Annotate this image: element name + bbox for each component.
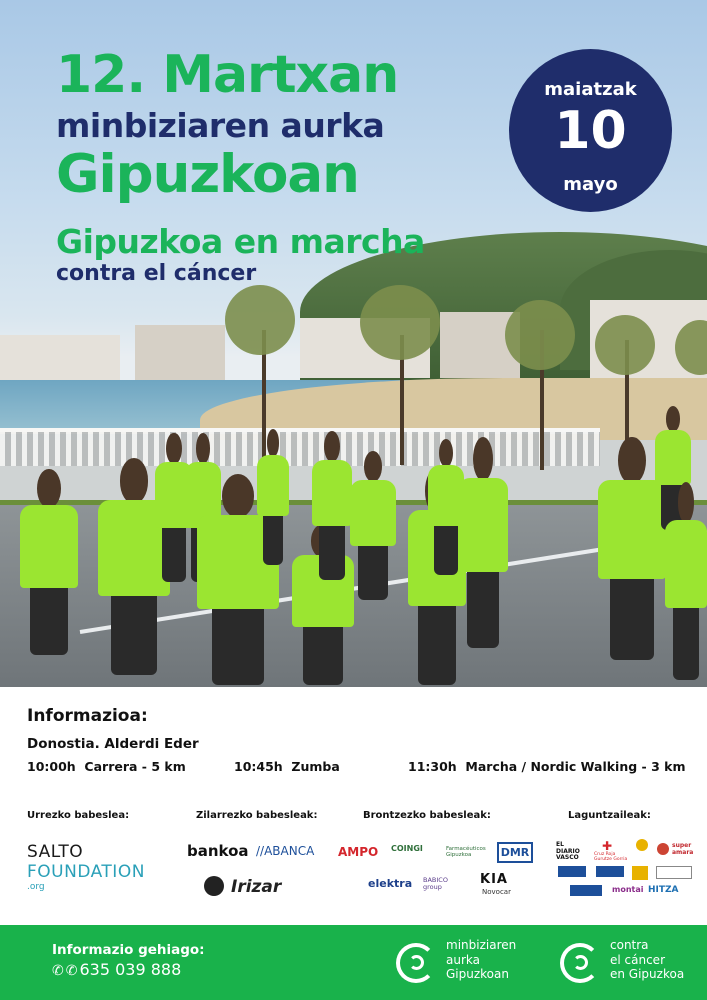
tree bbox=[225, 285, 295, 355]
runner bbox=[350, 480, 396, 600]
date-month-basque: maiatzak bbox=[544, 79, 637, 100]
info-heading: Informazioa: bbox=[27, 706, 148, 726]
date-badge bbox=[509, 49, 672, 212]
diario-vasco-logo: EL DIARIO VASCO bbox=[556, 841, 580, 861]
salto-logo-line2: FOUNDATION bbox=[27, 862, 145, 882]
bronze-sponsor-label: Brontzezko babesleak: bbox=[363, 810, 491, 821]
silver-sponsor-label: Zilarrezko babesleak: bbox=[196, 810, 318, 821]
dmr-logo: DMR bbox=[497, 842, 533, 863]
schedule-time: 11:30h bbox=[408, 759, 457, 774]
phone-number-link[interactable] bbox=[52, 960, 181, 979]
cruz-roja-logo: Cruz Roja Gurutze Gorria bbox=[594, 852, 628, 862]
salto-logo-line1: SALTO bbox=[27, 842, 84, 862]
novocar-logo: Novocar bbox=[482, 888, 511, 896]
gold-sponsor-label: Urrezko babeslea: bbox=[27, 810, 130, 821]
bankoa-logo: bankoa bbox=[187, 842, 249, 860]
phone-icon: ✆ bbox=[52, 963, 64, 979]
salto-logo-line3: .org bbox=[27, 882, 45, 892]
building bbox=[0, 335, 120, 380]
logo-eu-line: minbiziaren bbox=[446, 938, 517, 952]
sponsor-badge bbox=[656, 866, 692, 879]
sponsor-badge bbox=[632, 866, 648, 880]
emblem-icon bbox=[657, 843, 669, 855]
runner bbox=[20, 505, 78, 655]
runner bbox=[312, 460, 352, 580]
logo-eu-line: Gipuzkoan bbox=[446, 967, 509, 981]
footer-bar bbox=[0, 925, 707, 1000]
runner bbox=[458, 478, 508, 648]
coingi-logo: COINGI bbox=[391, 844, 423, 853]
gipuzkoa-logo bbox=[596, 866, 624, 877]
schedule-item bbox=[27, 759, 186, 774]
logo-es-line: contra bbox=[610, 938, 649, 952]
runner bbox=[257, 455, 289, 565]
event-title-basque: minbiziaren aurka bbox=[56, 106, 385, 145]
campaign-logo-spanish bbox=[610, 938, 684, 982]
salto-foundation-logo bbox=[27, 842, 172, 893]
babico-logo: BABICO group bbox=[423, 876, 448, 891]
logo-es-line: el cáncer bbox=[610, 952, 666, 967]
building bbox=[135, 325, 225, 380]
tree bbox=[505, 300, 575, 370]
irizar-icon bbox=[204, 876, 224, 896]
event-subtitle-spanish-2: contra el cáncer bbox=[56, 261, 257, 286]
campaign-logo-icon bbox=[396, 935, 432, 985]
campaign-logo-icon bbox=[560, 935, 596, 985]
city-council-logo bbox=[570, 885, 602, 896]
event-title-number: 12. Martxan bbox=[56, 45, 399, 105]
more-info-label: Informazio gehiago: bbox=[52, 942, 205, 958]
schedule-item bbox=[408, 759, 685, 774]
irizar-logo: Irizar bbox=[231, 877, 282, 897]
schedule-activity: Zumba bbox=[291, 759, 340, 774]
logo-es-line: en Gipuzkoa bbox=[610, 967, 685, 981]
schedule-activity: Carrera - 5 km bbox=[84, 759, 186, 774]
municipal-logo bbox=[558, 866, 586, 877]
ampo-logo: AMPO bbox=[338, 845, 379, 859]
hitza-logo: HITZA bbox=[648, 885, 679, 895]
super-amara-logo: super amara bbox=[672, 842, 694, 856]
railing bbox=[0, 432, 600, 466]
campaign-logo-basque bbox=[446, 938, 516, 982]
event-subtitle-spanish: Gipuzkoa en marcha bbox=[56, 222, 425, 261]
schedule-time: 10:45h bbox=[234, 759, 283, 774]
kia-logo: KIA bbox=[480, 872, 508, 887]
schedule-activity: Marcha / Nordic Walking - 3 km bbox=[465, 759, 686, 774]
whatsapp-icon: ✆ bbox=[65, 963, 78, 979]
crest-icon bbox=[636, 839, 648, 851]
event-title-place: Gipuzkoan bbox=[56, 144, 359, 205]
date-day: 10 bbox=[554, 101, 627, 161]
phone-number: 635 039 888 bbox=[79, 960, 182, 979]
tree bbox=[595, 315, 655, 375]
tree bbox=[360, 285, 440, 360]
elektra-logo: elektra bbox=[368, 877, 413, 890]
schedule-time: 10:00h bbox=[27, 759, 76, 774]
info-location: Donostia. Alderdi Eder bbox=[27, 736, 199, 752]
schedule-item bbox=[234, 759, 340, 774]
runner bbox=[665, 520, 707, 680]
collaborators-label: Laguntzaileak: bbox=[568, 810, 651, 821]
montai-logo: montai bbox=[612, 885, 644, 894]
farmacia-logo: Farmacéuticos Gipuzkoa bbox=[446, 846, 486, 858]
red-cross-icon: ✚ bbox=[602, 839, 613, 853]
abanca-logo: //ABANCA bbox=[256, 844, 315, 858]
date-month-spanish: mayo bbox=[563, 174, 618, 195]
logo-eu-line: aurka bbox=[446, 952, 480, 967]
